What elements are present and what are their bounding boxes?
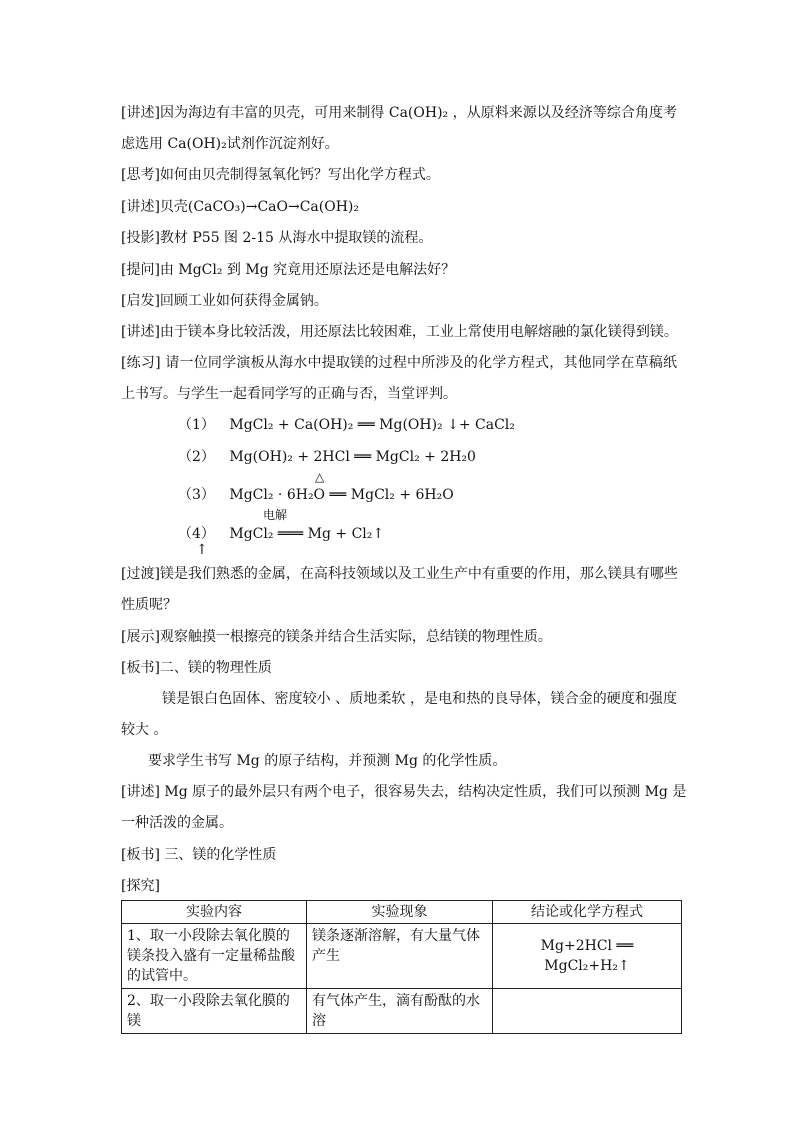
equation-text: MgCl₂ ═══ Mg + Cl₂↑ (229, 526, 385, 542)
equation-condition-heat: △ (315, 470, 325, 484)
table-cell: 2、取一小段除去氧化膜的镁 (122, 989, 307, 1034)
paragraph-exercise-cont: 上书写。与学生一起看同学写的正确与否，当堂评判。 (121, 386, 457, 402)
column-header: 实验内容 (122, 901, 307, 924)
equation-3 (178, 485, 454, 505)
table-cell: Mg+2HCl ══ MgCl₂+H₂↑ (493, 924, 682, 989)
stray-up-arrow: ↑ (196, 542, 208, 558)
equation-2 (178, 447, 476, 467)
paragraph-atomic-structure: 要求学生书写 Mg 的原子结构，并预测 Mg 的化学性质。 (148, 753, 507, 769)
paragraph-board-physical: [板书]二、镁的物理性质 (121, 660, 272, 676)
equation-text: MgCl₂ · 6H₂O ══ MgCl₂ + 6H₂O (229, 487, 454, 503)
paragraph-narration-electrons-cont: 一种活泼的金属。 (121, 815, 233, 831)
table-row (122, 924, 682, 989)
paragraph-explore: [探究] (121, 878, 160, 894)
column-header: 实验现象 (307, 901, 493, 924)
paragraph-narration-shells-cont: 虑选用 Ca(OH)₂试剂作沉淀剂好。 (121, 136, 339, 152)
equation-condition-electrolysis: 电解 (263, 508, 288, 522)
paragraph-transition: [过渡]镁是我们熟悉的金属，在高科技领域以及工业生产中有重要的作用，那么镁具有哪些 (121, 566, 678, 582)
paragraph-transition-cont: 性质呢？ (121, 597, 177, 613)
experiment-table (121, 900, 682, 1034)
table-cell (493, 989, 682, 1034)
paragraph-question: [提问]由 MgCl₂ 到 Mg 究竟用还原法还是电解法好？ (121, 262, 456, 278)
equation-number: （2） (178, 449, 215, 465)
equation-number: （1） (178, 417, 215, 433)
paragraph-narration-electrons: [讲述] Mg 原子的最外层只有两个电子，很容易失去，结构决定性质，我们可以预测 Mg 是 (121, 784, 687, 800)
table-row (122, 989, 682, 1034)
table-cell: 镁条逐渐溶解，有大量气体产生 (307, 924, 493, 989)
paragraph-board-chemical: [板书] 三、镁的化学性质 (121, 847, 277, 863)
paragraph-demonstration: [展示]观察触摸一根擦亮的镁条并结合生活实际，总结镁的物理性质。 (121, 629, 552, 645)
equation-1 (178, 415, 515, 435)
paragraph-physical-properties: 镁是银白色固体、密度较小 、质地柔软 ，是电和热的良导体，镁合金的硬度和强度 (162, 691, 677, 707)
paragraph-exercise: [练习] 请一位同学演板从海水中提取镁的过程中所涉及的化学方程式，其他同学在草稿纸 (121, 355, 677, 371)
equation-number: （4） (178, 526, 215, 542)
paragraph-physical-properties-cont: 较大 。 (121, 722, 168, 738)
equation-text: MgCl₂ + Ca(OH)₂ ══ Mg(OH)₂ ↓+ CaCl₂ (229, 417, 515, 433)
table-cell: 有气体产生，滴有酚酞的水溶 (307, 989, 493, 1034)
paragraph-think: [思考]如何由贝壳制得氢氧化钙？写出化学方程式。 (121, 167, 440, 183)
column-header: 结论或化学方程式 (493, 901, 682, 924)
table-header-row (122, 901, 682, 924)
equation-4 (178, 524, 384, 544)
equation-number: （3） (178, 487, 215, 503)
paragraph-narration-electrolysis: [讲述]由于镁本身比较活泼，用还原法比较困难，工业上常使用电解熔融的氯化镁得到镁。 (121, 324, 678, 340)
table-cell: 1、取一小段除去氧化膜的镁条投入盛有一定量稀盐酸的试管中。 (122, 924, 307, 989)
equation-text: Mg(OH)₂ + 2HCl ══ MgCl₂ + 2H₂0 (229, 449, 476, 465)
paragraph-inspire: [启发]回顾工业如何获得金属钠。 (121, 293, 328, 309)
paragraph-projection: [投影]教材 P55 图 2-15 从海水中提取镁的流程。 (121, 230, 433, 246)
paragraph-narration-reaction: [讲述]贝壳(CaCO₃)→CaO→Ca(OH)₂ (121, 199, 359, 215)
paragraph-narration-shells: [讲述]因为海边有丰富的贝壳，可用来制得 Ca(OH)₂ ，从原料来源以及经济等综合角度考 (121, 105, 677, 121)
